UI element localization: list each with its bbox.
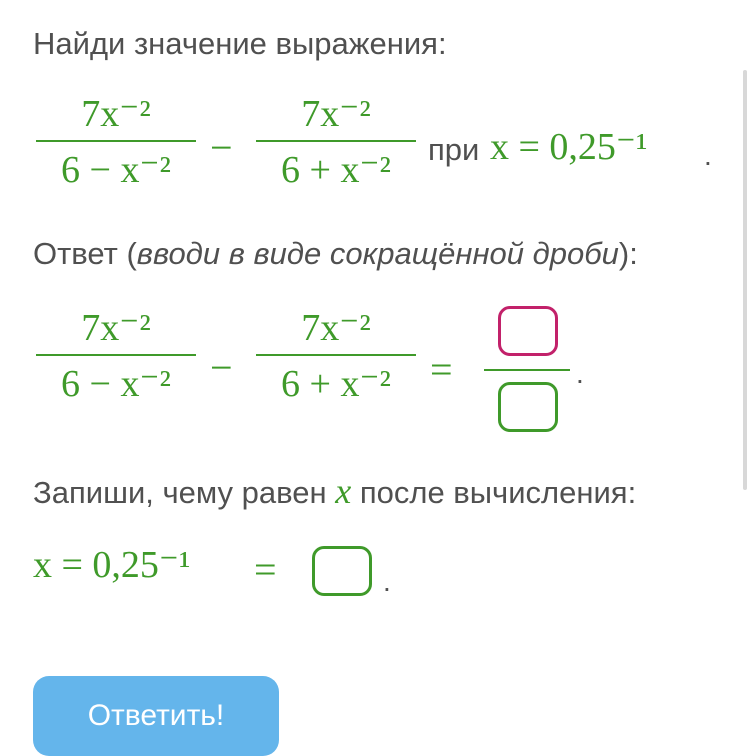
fraction-denominator: 6 + x⁻² (281, 363, 391, 405)
x-question-end: после вычисления: (351, 475, 637, 510)
task-fraction-2 (256, 92, 416, 192)
fraction-numerator: 7x⁻² (301, 93, 371, 135)
answer-numerator-input[interactable] (498, 306, 558, 356)
fraction-bar (36, 354, 196, 356)
answer-label-start: Ответ ( (33, 236, 137, 271)
condition-word: при (428, 132, 480, 167)
x-expression: x = 0,25⁻¹ (33, 544, 191, 586)
fraction-denominator: 6 − x⁻² (61, 149, 171, 191)
fraction-bar (36, 140, 196, 142)
minus-sign: − (210, 125, 233, 170)
answer-label-hint: вводи в виде сокращённой дроби (136, 236, 619, 271)
equals-sign: = (254, 547, 277, 592)
fraction-denominator: 6 + x⁻² (281, 149, 391, 191)
task-fraction-1 (36, 92, 196, 192)
answer-fraction-2 (256, 306, 416, 406)
fraction-numerator: 7x⁻² (301, 307, 371, 349)
answer-label-end: ): (618, 236, 638, 271)
fraction-numerator: 7x⁻² (81, 93, 151, 135)
fraction-numerator: 7x⁻² (81, 307, 151, 349)
minus-sign: − (210, 345, 233, 390)
x-question-start: Запиши, чему равен (33, 475, 336, 510)
condition-expression: x = 0,25⁻¹ (490, 126, 648, 168)
submit-button[interactable]: Ответить! (33, 676, 279, 756)
fraction-denominator: 6 − x⁻² (61, 363, 171, 405)
x-variable: x (335, 471, 352, 511)
answer-label (33, 236, 638, 272)
x-period: . (383, 566, 391, 597)
task-prompt: Найди значение выражения: (33, 26, 447, 61)
answer-fraction-1 (36, 306, 196, 406)
scrollbar[interactable] (743, 70, 747, 490)
answer-denominator-input[interactable] (498, 382, 558, 432)
task-period: . (704, 140, 712, 171)
fraction-bar (256, 140, 416, 142)
answer-period: . (576, 358, 584, 389)
x-value-input[interactable] (312, 546, 372, 596)
x-question-label (33, 470, 636, 512)
equals-sign: = (430, 347, 453, 392)
fraction-bar (256, 354, 416, 356)
answer-fraction-bar (484, 369, 570, 371)
